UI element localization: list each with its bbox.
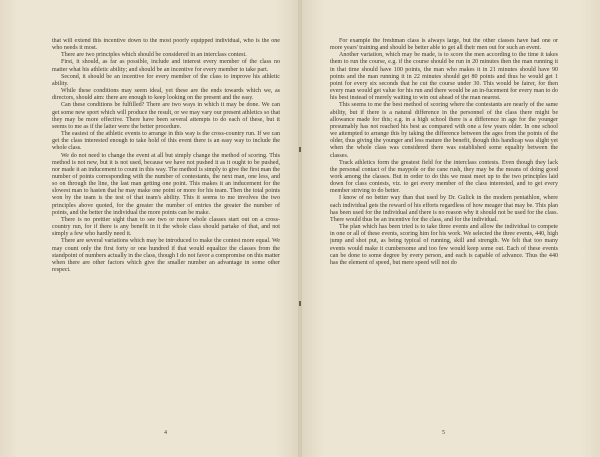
paragraph: The plan which has been tried is to take three events and allow the individual to compete in one or all of these events, scoring him for his work. We selected the three events, 440, high jump and shot put, as being typical of running, skill and strength. We felt that too many events would make it cumbersome and too few would keep some out. Each of these events can be done to some degree by every person, and each is capable of advance. Thus the 440 has the element of speed, but mere speed will not do xyxy=(330,224,558,266)
book-gutter xyxy=(298,0,302,457)
paragraph: There are two principles which should be considered in an interclass contest. xyxy=(61,52,247,59)
paragraph: For example the freshman class is always large, but the other classes have had one or more years' training and should be better able to get all their men out for such an event. xyxy=(330,38,558,52)
page-number: 4 xyxy=(164,430,167,436)
paragraph: Track athletics form the greatest field for the interclass contests. Even though they lack the personal contact of the maypole or the cane rush, they may be the means of doing good work among the classes. But in order to do this we must meet up to the two principles laid down for class contests, viz. to get every member of the class interested, and to get every member striving to do better. xyxy=(330,159,558,195)
binding-stitch xyxy=(299,147,301,152)
left-page-text xyxy=(52,38,280,430)
paragraph: While these conditions may seem ideal, yet these are the ends towards which we, as directors, should aim: there are enough to keep looking on the present and the easy. xyxy=(52,88,280,102)
paragraph: First, it should, as far as possible, include and interest every member of the class no matter what his athletic ability; and should be an incentive for every member to take part. xyxy=(52,59,280,73)
paragraph: There is no prettier sight than to see two or more whole classes start out on a cross-country run, for if there is any benefit in it the whole class should partake of that, and not simply a few who hardly need it. xyxy=(52,216,280,238)
binding-stitch xyxy=(299,301,301,306)
paragraph: I know of no better way than that used by Dr. Gulick in the modern pentathlon, where each individual gets the reward of his efforts regardless of how meager that may be. This plan has been used for the individual and there is no reason why it should not be used for the class. There would thus be an incentive for the class, and for the individual. xyxy=(330,195,558,223)
paragraph: Can these conditions be fulfilled? There are two ways in which it may be done. We can get some new sport which will produce the result, or we may vary our present athletics so that they may be more effective. There have been several attempts to do each of these, but it seems to me as if the latter were the better procedure. xyxy=(52,102,280,130)
paragraph: that will extend this incentive down to the most poorly equipped individual, who is the one who needs it most. xyxy=(52,38,280,52)
page-number: 5 xyxy=(442,430,445,436)
paragraph: Another variation, which may be made, is to score the men according to the time it takes them to run the course, e.g. if the course should be run in 20 minutes then the man running it in that time should have 100 points, the man who makes it in 21 minutes should have 90 points and the man running it in 22 minutes should get 80 points and thus he would get 1 point for every six seconds that he cut the course under 30. This would be fairer, for then every man would get value for his run and there would be an in-fucement for every man to do his best instead of merely waiting to win out ahead of the man nearest. xyxy=(330,52,558,102)
right-page xyxy=(300,0,600,457)
paragraph: This seems to me the best method of scoring where the contestants are nearly of the same ability, but if there is a natural difference in the personnel of the class there might be allowance made for this; e.g. in a high school there is a difference in age for the younger presumably has not reached his best as compared with one a few years older. In one school we attempted to arrange this by taking the difference between the ages from the points of the older, thus giving the younger and less mature the benefit, though this handicap was slight yet when the whole class was considered there was established some equality between the classes. xyxy=(330,102,558,159)
paragraph: Second, it should be an incentive for every member of the class to improve his athletic ability. xyxy=(52,73,280,87)
paragraph: We do not need to change the event at all but simply change the method of scoring. This method is not new, but it is not used, because we have not pushed it as it ought to be pushed, nor made it an inducement to count in this way. The method is simply to give the first man the number of points corresponding with the number of contestants, the next man, one less, and so on through the line, the last man getting one point. This makes it an inducement for the slowest man to hasten that he may make one point or more for his team. Then the total points won by the team is the test of that team's ability. This it seems to me involves the two principles above quoted, for the greater the number of entries the greater the number of points, and the better the individual the more points can be make. xyxy=(52,152,280,216)
paragraph: The easiest of the athletic events to arrange in this way is the cross-country run. If we can get the class interested enough to take hold of this event there is an easy way to include the whole class. xyxy=(52,131,280,152)
paragraph: There are several variations which may be introduced to make the contest more equal. We may count only the first forty or one hundred if that would equalize the classes from the standpoint of numbers actually in the class, though I do not favor a compromise on this matter when there are other factors which give the smaller number an advantage in some other respect. xyxy=(52,238,280,273)
right-page-text xyxy=(330,38,558,430)
